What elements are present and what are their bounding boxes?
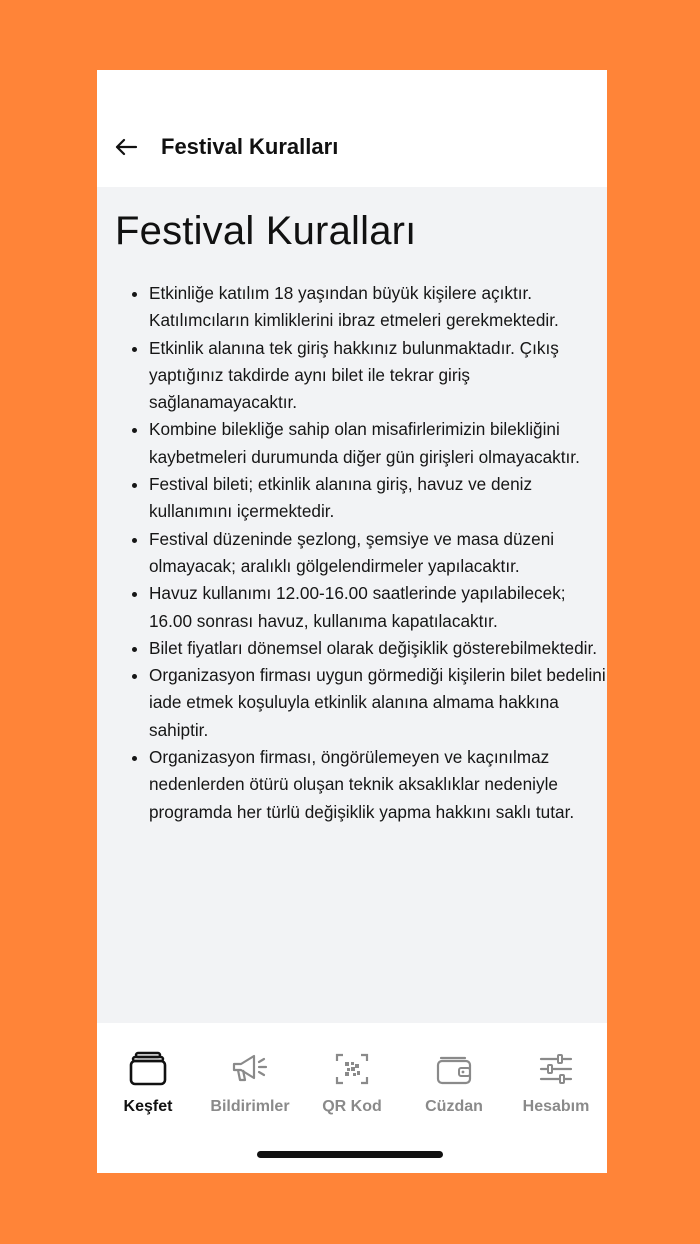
bottom-tab-bar [97, 1023, 607, 1173]
rule-item: • Kombine bilekliğe sahip olan misafirlerimizin bilekliğini kaybetmeleri durumunda diğer gün girişleri olmayacaktır. [149, 416, 607, 471]
rule-item: • Bilet fiyatları dönemsel olarak değişiklik gösterebilmektedir. [149, 635, 607, 662]
tab-label: Cüzdan [425, 1098, 483, 1115]
megaphone-icon [230, 1052, 270, 1086]
tab-label: QR Kod [322, 1098, 382, 1115]
tab-bildirimler[interactable] [199, 1049, 301, 1119]
rule-item: • Festival bileti; etkinlik alanına giriş, havuz ve deniz kullanımını içermektedir. [149, 471, 607, 526]
tab-cuzdan[interactable] [403, 1049, 505, 1119]
page-title: Festival Kuralları [115, 209, 417, 253]
header-title: Festival Kuralları [161, 134, 339, 159]
tab-kesfet[interactable] [97, 1049, 199, 1119]
back-button[interactable] [111, 132, 141, 162]
tab-qr-kod[interactable] [301, 1049, 403, 1119]
rule-item: • Organizasyon firması, öngörülemeyen ve kaçınılmaz nedenlerden ötürü oluşan teknik aksaklıklar nedeniyle programda her türlü değişiklik yapma hakkını saklı tutar. [149, 744, 607, 826]
rule-item: • Etkinliğe katılım 18 yaşından büyük kişilere açıktır. Katılımcıların kimliklerini ibraz etmeleri gerekmektedir. [149, 280, 607, 335]
rule-item: • Havuz kullanımı 12.00-16.00 saatlerinde yapılabilecek; 16.00 sonrası havuz, kullanıma kapatılacaktır. [149, 580, 607, 635]
wallet-icon [435, 1052, 473, 1086]
home-indicator[interactable] [257, 1151, 443, 1158]
rule-item: • Festival düzeninde şezlong, şemsiye ve masa düzeni olmayacak; aralıklı gölgelendirmeler yapılacaktır. [149, 526, 607, 581]
app-header [97, 70, 607, 187]
qr-code-icon [334, 1052, 370, 1086]
rules-list [123, 280, 607, 826]
phone-screen [97, 70, 607, 1173]
tab-hesabim[interactable] [505, 1049, 607, 1119]
sliders-icon [538, 1053, 574, 1085]
tab-label: Bildirimler [210, 1098, 290, 1115]
cards-stack-icon [129, 1051, 167, 1087]
rule-item: • Organizasyon firması uygun görmediği kişilerin bilet bedelini iade etmek koşuluyla etkinlik alanına almama hakkına sahiptir. [149, 662, 607, 744]
rules-content[interactable] [97, 187, 607, 1023]
arrow-left-icon [114, 135, 138, 159]
tab-label: Hesabım [522, 1098, 590, 1115]
rule-item: • Etkinlik alanına tek giriş hakkınız bulunmaktadır. Çıkış yaptığınız takdirde aynı bilet ile tekrar giriş sağlanamayacaktır. [149, 335, 607, 417]
tab-label: Keşfet [123, 1098, 173, 1115]
